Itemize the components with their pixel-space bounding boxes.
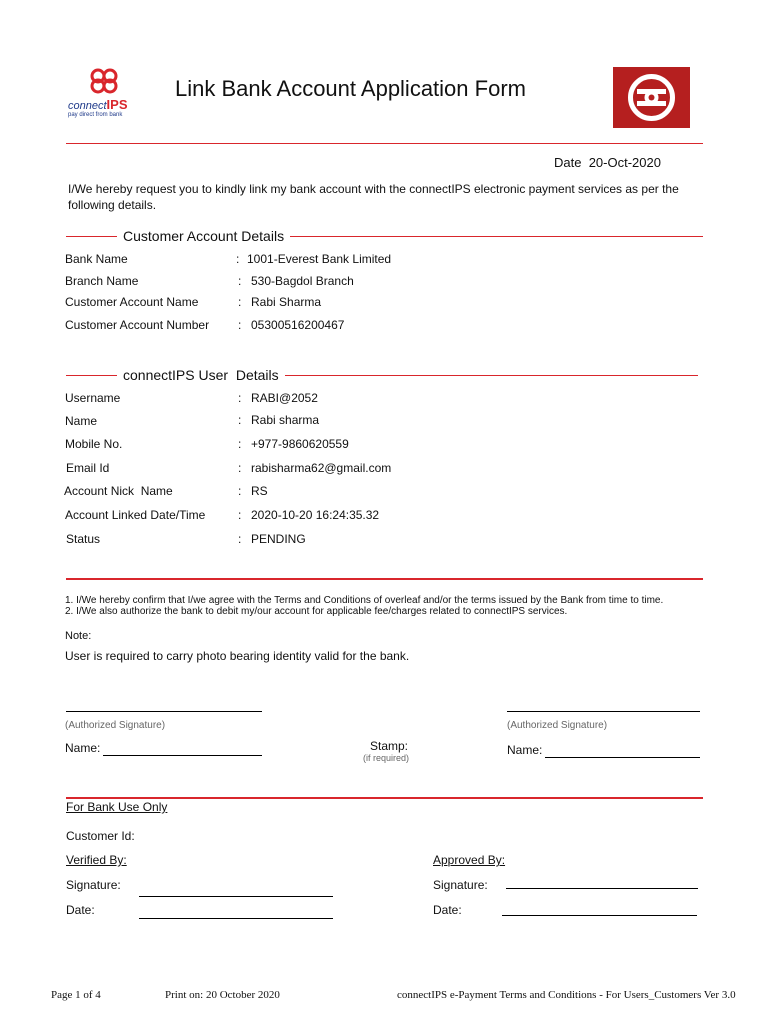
connectips-logo bbox=[64, 66, 144, 124]
customer-row-value: Rabi Sharma bbox=[251, 295, 322, 309]
user-row-colon: : bbox=[238, 461, 242, 475]
footer-document-title: connectIPS e-Payment Terms and Conditions - For Users_Customers Ver 3.0 bbox=[397, 989, 736, 1001]
user-row-colon: : bbox=[238, 532, 242, 546]
user-row-value: 2020-10-20 16:24:35.32 bbox=[251, 508, 380, 522]
user-section-title: connectIPS User Details bbox=[123, 367, 279, 383]
approved-date-line bbox=[502, 915, 697, 916]
user-section-rule-left bbox=[66, 375, 117, 376]
logo-brand-prefix: connect bbox=[68, 100, 107, 112]
customer-row-label: Customer Account Name bbox=[65, 295, 199, 309]
customer-row-value: 530-Bagdol Branch bbox=[251, 274, 354, 288]
right-name-line bbox=[545, 757, 700, 758]
user-row-colon: : bbox=[238, 484, 242, 498]
user-row-label: Name bbox=[65, 414, 98, 428]
user-row-label: Mobile No. bbox=[65, 437, 123, 451]
left-name-label: Name: bbox=[65, 741, 101, 755]
customer-row-label: Bank Name bbox=[65, 252, 128, 266]
left-signature-line bbox=[66, 711, 262, 712]
approved-by-label: Approved By: bbox=[433, 853, 506, 867]
stamp-sub-label: (if required) bbox=[363, 753, 410, 763]
verified-by-label: Verified By: bbox=[66, 853, 127, 867]
right-name-label: Name: bbox=[507, 743, 543, 757]
right-signature-line bbox=[507, 711, 700, 712]
user-row-colon: : bbox=[238, 413, 242, 427]
customer-row-value: 1001-Everest Bank Limited bbox=[247, 252, 392, 266]
left-authorized-signature-label: (Authorized Signature) bbox=[65, 720, 166, 731]
user-row-value: PENDING bbox=[251, 532, 306, 546]
form-date bbox=[554, 155, 661, 170]
user-row-value: Rabi sharma bbox=[251, 413, 320, 427]
user-row-value: +977-9860620559 bbox=[251, 437, 349, 451]
term-item: 2. I/We also authorize the bank to debit my/our account for applicable fee/charges related to connectIPS services. bbox=[65, 606, 568, 617]
stamp-label: Stamp: bbox=[370, 739, 409, 753]
user-section-rule-right bbox=[285, 375, 698, 376]
customer-section-title: Customer Account Details bbox=[123, 228, 285, 244]
verified-signature-label: Signature: bbox=[66, 878, 121, 892]
customer-row-colon: : bbox=[238, 274, 242, 288]
logo-tagline: pay direct from bank bbox=[68, 112, 123, 118]
note-text: User is required to carry photo bearing identity valid for the bank. bbox=[65, 649, 410, 663]
user-row-colon: : bbox=[238, 508, 242, 522]
verified-date-line bbox=[139, 918, 333, 919]
user-row-value: RABI@2052 bbox=[251, 391, 318, 405]
customer-row-label: Branch Name bbox=[65, 274, 139, 288]
customer-row-colon: : bbox=[236, 252, 240, 266]
verified-signature-line bbox=[139, 896, 333, 897]
bank-use-title: For Bank Use Only bbox=[66, 800, 168, 814]
page-title: Link Bank Account Application Form bbox=[175, 76, 526, 101]
user-row-label: Account Nick Name bbox=[64, 484, 173, 498]
logo-brand-suffix: IPS bbox=[106, 97, 128, 112]
note-label: Note: bbox=[65, 630, 92, 642]
user-row-label: Account Linked Date/Time bbox=[65, 508, 206, 522]
customer-row-label: Customer Account Number bbox=[65, 318, 210, 332]
customer-section-rule-left bbox=[66, 236, 117, 237]
bank-logo bbox=[613, 67, 690, 128]
bank-use-divider bbox=[66, 797, 703, 799]
connectips-logo-mark-icon bbox=[64, 66, 144, 98]
everest-bank-logo-icon bbox=[613, 67, 690, 128]
user-row-label: Username bbox=[65, 391, 121, 405]
user-row-colon: : bbox=[238, 391, 242, 405]
approved-date-label: Date: bbox=[433, 903, 462, 917]
customer-row-colon: : bbox=[238, 295, 242, 309]
left-name-line bbox=[103, 755, 262, 756]
approved-signature-line bbox=[506, 888, 698, 889]
request-text: I/We hereby request you to kindly link my bank account with the connectIPS electronic payment services as per the following details. bbox=[68, 182, 679, 212]
term-item: 1. I/We hereby confirm that I/we agree with the Terms and Conditions of overleaf and/or the terms issued by the Bank from time to time. bbox=[65, 595, 664, 606]
right-authorized-signature-label: (Authorized Signature) bbox=[507, 720, 608, 731]
approved-signature-label: Signature: bbox=[433, 878, 488, 892]
customer-row-value: 05300516200467 bbox=[251, 318, 345, 332]
user-row-colon: : bbox=[238, 437, 242, 451]
date-label: Date bbox=[554, 155, 582, 170]
terms-divider bbox=[66, 578, 703, 580]
customer-id-label: Customer Id: bbox=[66, 829, 135, 843]
customer-row-colon: : bbox=[238, 318, 242, 332]
verified-date-label: Date: bbox=[66, 903, 95, 917]
user-row-label: Status bbox=[66, 532, 101, 546]
footer-print-date: Print on: 20 October 2020 bbox=[165, 989, 280, 1001]
user-row-label: Email Id bbox=[66, 461, 110, 475]
customer-section-rule-right bbox=[290, 236, 703, 237]
date-value: 20-Oct-2020 bbox=[588, 155, 661, 170]
user-row-value: rabisharma62@gmail.com bbox=[251, 461, 392, 475]
footer-page-number: Page 1 of 4 bbox=[51, 989, 101, 1001]
header-divider bbox=[66, 143, 703, 144]
user-row-value: RS bbox=[251, 484, 268, 498]
